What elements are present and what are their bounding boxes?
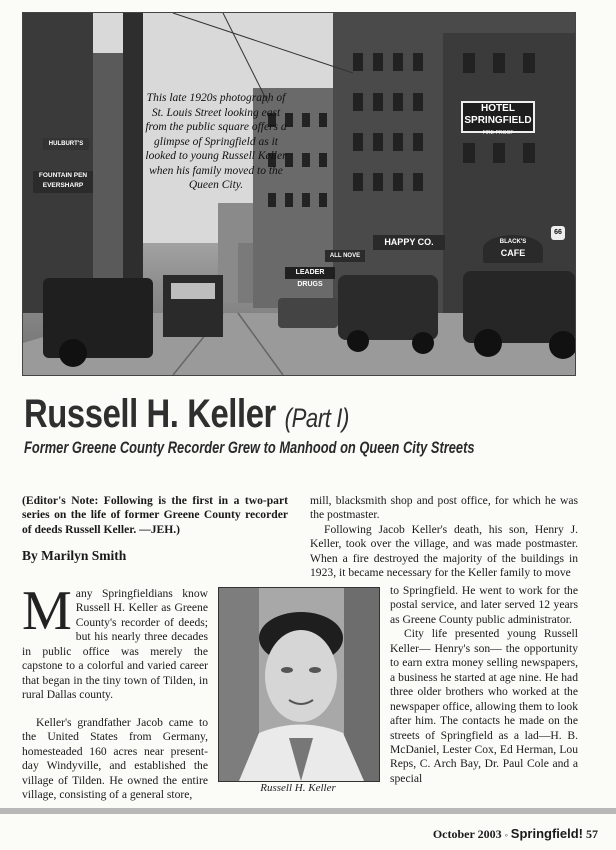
page-footer: [433, 826, 598, 842]
photo-caption: This late 1920s photograph of St. Louis Street looking east from the public square offers a glimpse of Springfield as it looked to young Russell Keller when his family moved to the Queen City.: [145, 92, 287, 191]
column-right-top: [310, 494, 578, 581]
column-left-top: [22, 494, 288, 565]
article-subtitle: Former Greene County Recorder Grew to Manhood on Queen City Streets: [24, 439, 475, 457]
sign-blacks-cafe: [483, 235, 543, 263]
sign-cafe-top: BLACK'S: [499, 239, 527, 245]
byline: By Marilyn Smith: [22, 548, 127, 564]
sign-all-nove: ALL NOVE: [325, 250, 365, 262]
sign-hulburts: HULBURT'S: [43, 138, 89, 150]
street-photo: [22, 12, 576, 376]
portrait-photo: [218, 587, 380, 782]
portrait-caption: Russell H. Keller: [260, 782, 336, 794]
editors-note: (Editor's Note: Following is the first in a two-part series on the life of former Greene County recorder of deeds Russell Keller. —JEH.): [22, 494, 288, 536]
column-right-wrap: [390, 584, 578, 786]
sign-happy-co: HAPPY CO.: [373, 235, 445, 250]
footer-page-number: 57: [586, 827, 598, 841]
article-title-part: (Part I): [284, 403, 349, 433]
footer-date: October 2003: [432, 827, 502, 841]
lead-paragraph: any Springfieldians know Russell H. Keller as Greene County's recorder of deeds; but his nearly three decades in public office was merely the capstone to a colorful and varied career that began in the tiny town of Tilden, in rural Dallas county.: [22, 587, 208, 702]
paragraph-grandfather: Keller's grandfather Jacob came to the United States from Germany, homesteaded 160 acres near present-day Windyville, and established the village of Tilden. He owned the entire village, consisting of a general store,: [22, 716, 208, 802]
sign-hotel-name: SPRINGFIELD: [464, 115, 532, 126]
paragraph-village: mill, blacksmith shop and post office, for which he was the postmaster.: [310, 494, 578, 522]
column-left-continued: [22, 716, 208, 803]
paragraph-city-life: City life presented young Russell Keller— Henry's son— the opportunity to earn extra money selling newspapers, a business he started at age nine. He had three older brothers who worked at the newspaper office, allowing them to look after him. The contacts he made on the streets of Springfield as a lad—H. B. McDaniel, Lester Cox, Ed Herman, Lou Reps, C. Arch Bay, Dr. Paul Cole and a special: [390, 627, 578, 785]
sign-fountain-pen: FOUNTAIN PEN EVERSHARP: [33, 171, 93, 193]
sign-hotel-springfield: [461, 101, 535, 136]
sign-hotel-small: FIRE-PROOF: [482, 130, 514, 136]
sign-route-66: 66: [551, 226, 565, 240]
sign-hotel-label: HOTEL: [481, 103, 515, 114]
footer-magazine: Springfield!: [510, 826, 583, 841]
column-left-lead: [22, 580, 208, 703]
portrait-illustration: [219, 588, 379, 781]
footer-rule: [0, 808, 616, 814]
paragraph-move: to Springfield. He went to work for the postal service, and later served 12 years as Greene County public administrator.: [390, 584, 578, 626]
paragraph-fire: Following Jacob Keller's death, his son, Henry J. Keller, took over the village, and was made postmaster. When a fire destroyed the majority of the buildings in 1923, it became necessary for the Keller family to move: [310, 522, 578, 580]
article-title: [24, 392, 483, 440]
footer-separator-icon: ◦: [504, 830, 508, 840]
street-scene-illustration: [23, 13, 575, 375]
sign-cafe-label: CAFE: [500, 248, 526, 258]
sign-leader-drugs: LEADER DRUGS: [285, 267, 335, 279]
drop-cap: M: [22, 580, 72, 642]
article-title-name: Russell H. Keller: [24, 392, 276, 436]
